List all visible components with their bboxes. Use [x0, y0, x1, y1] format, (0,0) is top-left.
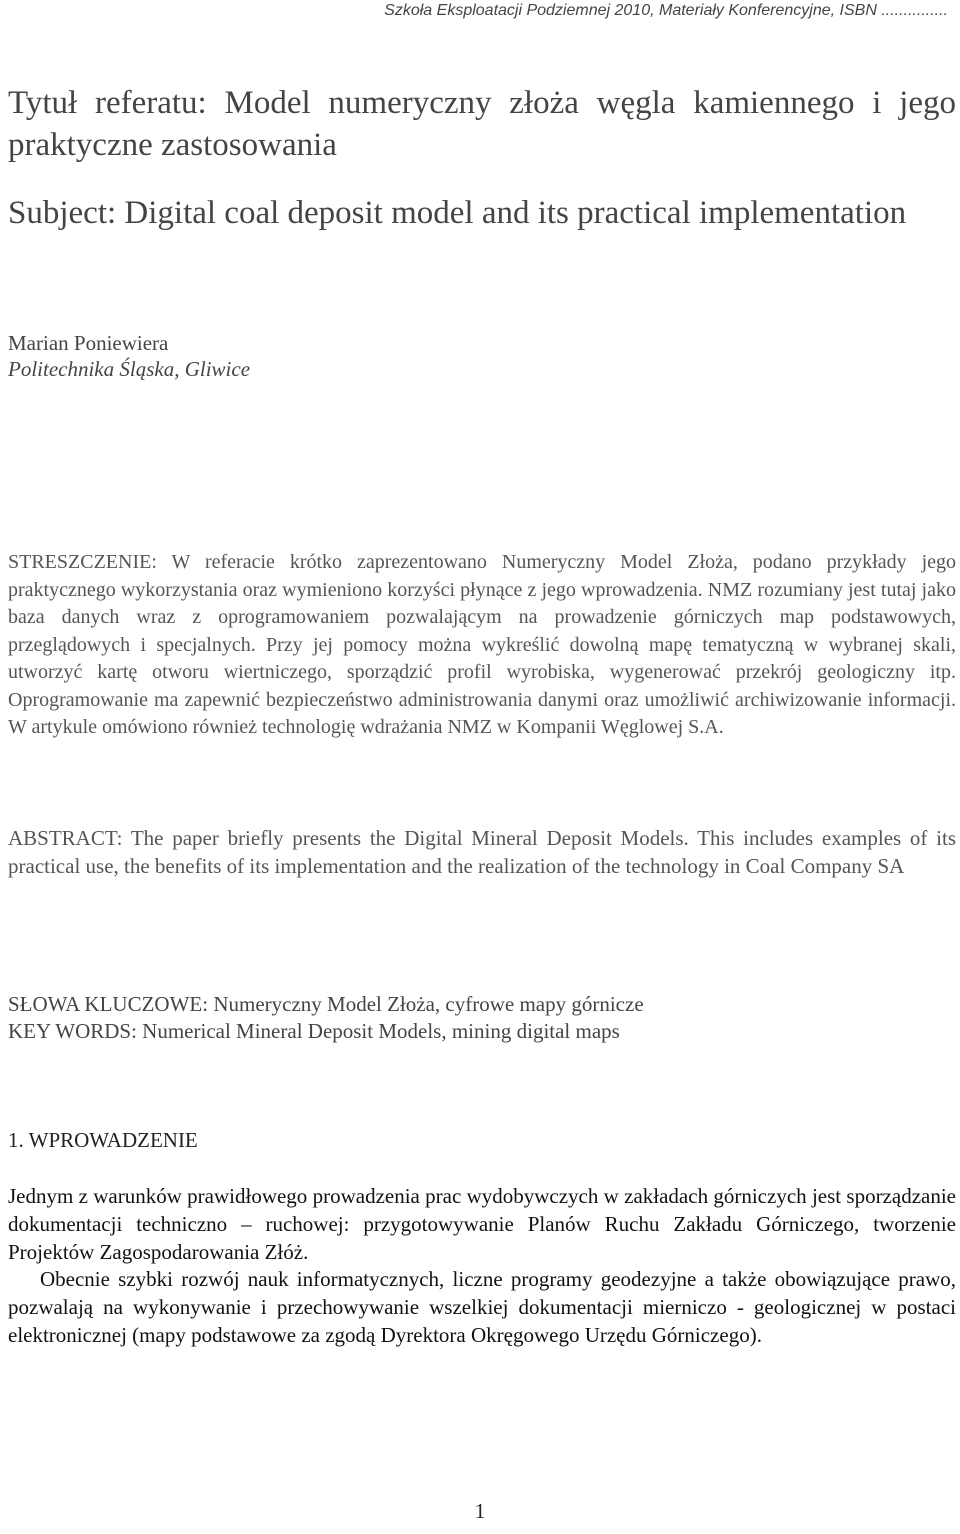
abstract-polish: STRESZCZENIE: W referacie krótko zaprezentowano Numeryczny Model Złoża, podano przykłady jego praktycznego wykorzystania oraz wymieniono korzyści płynące z jego wprowadzenia. NMZ rozumiany jest tutaj jako baza danych wraz z oprogramowaniem pozwalającym na prowadzenie górniczych map podstawowych, przeglądowych i specjalnych. Przy jej pomocy można wykreślić dowolną mapę tematyczną w wybranej skali, utworzyć kartę otworu wiertniczego, sporządzić profil wyrobiska, wygenerować przekrój geologiczny itp. Oprogramowanie ma zapewnić bezpieczeństwo administrowania danymi oraz umożliwić archiwizowanie informacji. W artykule omówiono również technologię wdrażania NMZ w Kompanii Węglowej S.A.	[8, 551, 956, 738]
body-paragraph: Jednym z warunków prawidłowego prowadzenia prac wydobywczych w zakładach górniczych jest sporządzanie dokumentacji techniczno – ruchowej: przygotowywanie Planów Ruchu Zakładu Górniczego, tworzenie Projektów Zagospodarowania Złóż.	[8, 1184, 956, 1264]
title-polish: Tytuł referatu: Model numeryczny złoża węgla kamiennego i jego praktyczne zastosowania	[8, 85, 956, 163]
author-affiliation: Politechnika Śląska, Gliwice	[8, 357, 251, 381]
author-name: Marian Poniewiera	[8, 331, 169, 355]
keywords-polish: SŁOWA KLUCZOWE: Numeryczny Model Złoża, cyfrowe mapy górnicze	[8, 992, 644, 1016]
keywords-english: KEY WORDS: Numerical Mineral Deposit Models, mining digital maps	[8, 1019, 620, 1043]
body-paragraph: Obecnie szybki rozwój nauk informatycznych, liczne programy geodezyjne a także obowiązujące prawo, pozwalają na wykonywanie i przechowywanie wszelkiej dokumentacji mierniczo - geologicznej w postaci elektronicznej (mapy podstawowe za zgodą Dyrektora Okręgowego Urzędu Górniczego).	[8, 1267, 956, 1347]
title-english: Subject: Digital coal deposit model and its practical implementation	[8, 195, 907, 231]
running-header: Szkoła Eksploatacji Podziemnej 2010, Materiały Konferencyjne, ISBN ...............	[384, 2, 948, 19]
abstract-english: ABSTRACT: The paper briefly presents the Digital Mineral Deposit Models. This includes examples of its practical use, the benefits of its implementation and the realization of the technology in Coal Company SA	[8, 826, 956, 878]
page-number: 1	[474, 1499, 486, 1523]
section-heading: 1. WPROWADZENIE	[8, 1128, 198, 1152]
